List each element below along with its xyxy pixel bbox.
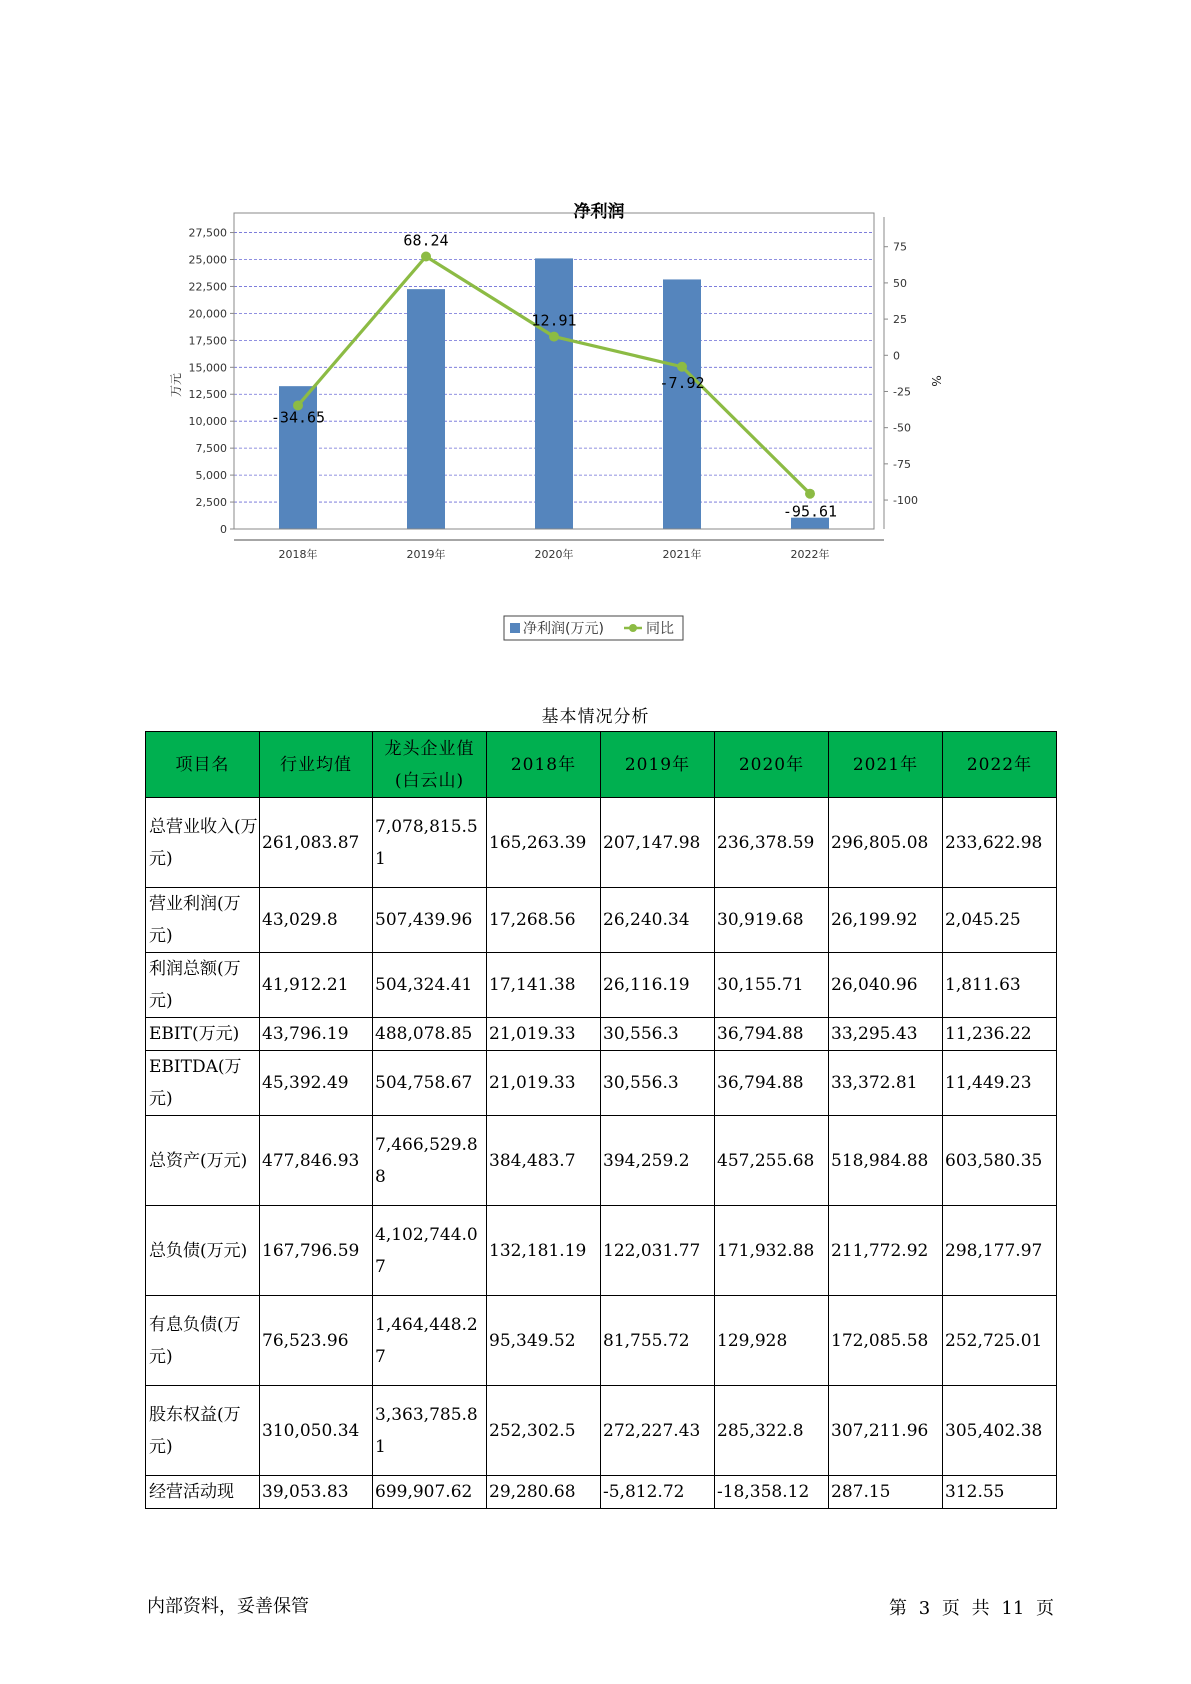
legend-bar-swatch [510, 623, 520, 633]
footer-confidential-note: 内部资料，妥善保管 [147, 1596, 309, 1617]
value-cell: 394,259.2 [601, 1116, 715, 1206]
y2-tick-label: 50 [893, 276, 907, 290]
table-row [146, 1116, 1057, 1206]
y2-axis-title: % [929, 375, 943, 387]
yoy-data-label: -95.61 [782, 502, 838, 521]
value-cell: 298,177.97 [943, 1206, 1057, 1296]
value-cell: 33,372.81 [829, 1051, 943, 1116]
value-cell: 603,580.35 [943, 1116, 1057, 1206]
y2-tick-label: 0 [893, 349, 900, 363]
value-cell: 699,907.62 [373, 1476, 487, 1509]
value-cell: 285,322.8 [715, 1386, 829, 1476]
table-body [146, 798, 1057, 1509]
y-tick-label: 2,500 [195, 496, 227, 510]
y-tick-label: 20,000 [188, 307, 227, 321]
value-cell: 507,439.96 [373, 888, 487, 953]
value-cell: 36,794.88 [715, 1051, 829, 1116]
value-cell: 457,255.68 [715, 1116, 829, 1206]
header-text: 2022年 [966, 754, 1033, 775]
value-cell: 287.15 [829, 1476, 943, 1509]
value-cell: 1,464,448.27 [373, 1296, 487, 1386]
value-cell: 26,199.92 [829, 888, 943, 953]
x-tick-label: 2021年 [662, 548, 702, 561]
value-cell: 11,236.22 [943, 1018, 1057, 1051]
value-cell: 7,466,529.88 [373, 1116, 487, 1206]
net-profit-bar [407, 289, 445, 529]
row-name-cell: 总资产(万元) [146, 1116, 260, 1206]
value-cell: 310,050.34 [260, 1386, 373, 1476]
y-tick-label: 27,500 [188, 226, 227, 240]
value-cell: 29,280.68 [487, 1476, 601, 1509]
value-cell: 21,019.33 [487, 1018, 601, 1051]
header-cell [601, 732, 715, 798]
value-cell: 172,085.58 [829, 1296, 943, 1386]
row-name-cell: 营业利润(万元) [146, 888, 260, 953]
value-cell: 504,324.41 [373, 953, 487, 1018]
value-cell: 252,725.01 [943, 1296, 1057, 1386]
value-cell: 17,268.56 [487, 888, 601, 953]
value-cell: 488,078.85 [373, 1018, 487, 1051]
header-text: 项目名 [175, 754, 230, 775]
y-tick-label: 10,000 [188, 415, 227, 429]
header-cell [715, 732, 829, 798]
table-row [146, 953, 1057, 1018]
value-cell: 45,392.49 [260, 1051, 373, 1116]
net-profit-bar [663, 279, 701, 529]
value-cell: 122,031.77 [601, 1206, 715, 1296]
y-tick-label: 5,000 [195, 469, 227, 483]
yoy-point [421, 252, 431, 262]
yoy-point [677, 362, 687, 372]
row-name-cell: 有息负债(万元) [146, 1296, 260, 1386]
value-cell: 312.55 [943, 1476, 1057, 1509]
value-cell: 17,141.38 [487, 953, 601, 1018]
value-cell: 129,928 [715, 1296, 829, 1386]
yoy-data-label: -34.65 [270, 408, 326, 427]
table-row [146, 1476, 1057, 1509]
chart-legend [504, 616, 683, 640]
header-cell [943, 732, 1057, 798]
header-text: 2019年 [624, 754, 691, 775]
table-header-row [146, 732, 1057, 798]
value-cell: 307,211.96 [829, 1386, 943, 1476]
value-cell: 384,483.7 [487, 1116, 601, 1206]
y2-tick-label: -75 [893, 457, 911, 471]
value-cell: 296,805.08 [829, 798, 943, 888]
net-profit-bar [535, 258, 573, 529]
value-cell: 132,181.19 [487, 1206, 601, 1296]
header-cell [829, 732, 943, 798]
value-cell: 33,295.43 [829, 1018, 943, 1051]
value-cell: 26,040.96 [829, 953, 943, 1018]
value-cell: 43,796.19 [260, 1018, 373, 1051]
yoy-point [549, 332, 559, 342]
value-cell: 236,378.59 [715, 798, 829, 888]
table-row [146, 1296, 1057, 1386]
value-cell: 171,932.88 [715, 1206, 829, 1296]
value-cell: 95,349.52 [487, 1296, 601, 1386]
value-cell: 1,811.63 [943, 953, 1057, 1018]
value-cell: 30,155.71 [715, 953, 829, 1018]
y2-tick-label: -50 [893, 421, 911, 435]
header-text: 2018年 [510, 754, 577, 775]
chart-title: 净利润 [573, 202, 625, 222]
value-cell: 252,302.5 [487, 1386, 601, 1476]
row-name-cell: EBITDA(万元) [146, 1051, 260, 1116]
y2-tick-label: 75 [893, 240, 907, 254]
y-tick-label: 12,500 [188, 388, 227, 402]
value-cell: 211,772.92 [829, 1206, 943, 1296]
y-tick-label: 0 [220, 523, 227, 536]
row-name-cell: 利润总额(万元) [146, 953, 260, 1018]
value-cell: 30,556.3 [601, 1018, 715, 1051]
value-cell: 518,984.88 [829, 1116, 943, 1206]
footer-page-number: 第 3 页 共 11 页 [889, 1598, 1054, 1619]
x-tick-label: 2019年 [406, 548, 446, 561]
header-cell [146, 732, 260, 798]
value-cell: 2,045.25 [943, 888, 1057, 953]
chart-bars [279, 258, 829, 529]
value-cell: 30,919.68 [715, 888, 829, 953]
y-axis-title: 万元 [169, 372, 183, 398]
header-text: 行业均值 [280, 754, 352, 775]
yoy-data-label: 68.24 [403, 231, 449, 250]
row-name-cell: 总负债(万元) [146, 1206, 260, 1296]
header-text: (白云山) [394, 770, 465, 791]
legend-line-marker [629, 624, 637, 632]
value-cell: 36,794.88 [715, 1018, 829, 1051]
value-cell: 76,523.96 [260, 1296, 373, 1386]
value-cell: 305,402.38 [943, 1386, 1057, 1476]
table-row [146, 798, 1057, 888]
y-tick-label: 7,500 [195, 442, 227, 456]
value-cell: 26,116.19 [601, 953, 715, 1018]
table-caption: 基本情况分析 [541, 707, 650, 727]
row-name-cell: EBIT(万元) [146, 1018, 260, 1051]
legend-bar-label: 净利润(万元) [523, 621, 604, 637]
y-tick-label: 17,500 [188, 334, 227, 348]
yoy-data-label: 12.91 [531, 311, 577, 330]
value-cell: 26,240.34 [601, 888, 715, 953]
value-cell: 3,363,785.81 [373, 1386, 487, 1476]
value-cell: 272,227.43 [601, 1386, 715, 1476]
value-cell: 233,622.98 [943, 798, 1057, 888]
header-text: 2020年 [738, 754, 805, 775]
net-profit-chart [150, 190, 1030, 660]
value-cell: 207,147.98 [601, 798, 715, 888]
y-tick-label: 22,500 [188, 280, 227, 294]
value-cell: 167,796.59 [260, 1206, 373, 1296]
header-text: 龙头企业值 [384, 738, 475, 759]
table-row [146, 888, 1057, 953]
x-tick-label: 2020年 [534, 548, 574, 561]
header-text: 2021年 [852, 754, 919, 775]
header-cell [373, 732, 487, 798]
row-name-cell: 股东权益(万元) [146, 1386, 260, 1476]
value-cell: 477,846.93 [260, 1116, 373, 1206]
y-tick-label: 15,000 [188, 361, 227, 375]
yoy-point [805, 489, 815, 499]
value-cell: 7,078,815.51 [373, 798, 487, 888]
table-row [146, 1051, 1057, 1116]
table-row [146, 1386, 1057, 1476]
y2-tick-label: 25 [893, 313, 907, 327]
value-cell: 165,263.39 [487, 798, 601, 888]
yoy-data-label: -7.92 [659, 373, 705, 392]
row-name-cell: 总营业收入(万元) [146, 798, 260, 888]
value-cell: -5,812.72 [601, 1476, 715, 1509]
value-cell: 504,758.67 [373, 1051, 487, 1116]
header-cell [487, 732, 601, 798]
row-name-cell: 经营活动现 [146, 1476, 260, 1509]
y2-tick-label: -100 [893, 494, 918, 508]
value-cell: 11,449.23 [943, 1051, 1057, 1116]
value-cell: 21,019.33 [487, 1051, 601, 1116]
value-cell: 39,053.83 [260, 1476, 373, 1509]
y2-tick-label: -25 [893, 385, 911, 399]
value-cell: 4,102,744.07 [373, 1206, 487, 1296]
table-row [146, 1206, 1057, 1296]
value-cell: -18,358.12 [715, 1476, 829, 1509]
y-tick-label: 25,000 [188, 253, 227, 267]
value-cell: 30,556.3 [601, 1051, 715, 1116]
table-row [146, 1018, 1057, 1051]
value-cell: 81,755.72 [601, 1296, 715, 1386]
x-tick-label: 2022年 [790, 548, 830, 561]
value-cell: 41,912.21 [260, 953, 373, 1018]
header-cell [260, 732, 373, 798]
x-tick-label: 2018年 [278, 548, 318, 561]
value-cell: 43,029.8 [260, 888, 373, 953]
value-cell: 261,083.87 [260, 798, 373, 888]
legend-line-label: 同比 [646, 621, 674, 637]
net-profit-chart-svg [150, 190, 1030, 660]
basic-analysis-table [145, 731, 1057, 1509]
